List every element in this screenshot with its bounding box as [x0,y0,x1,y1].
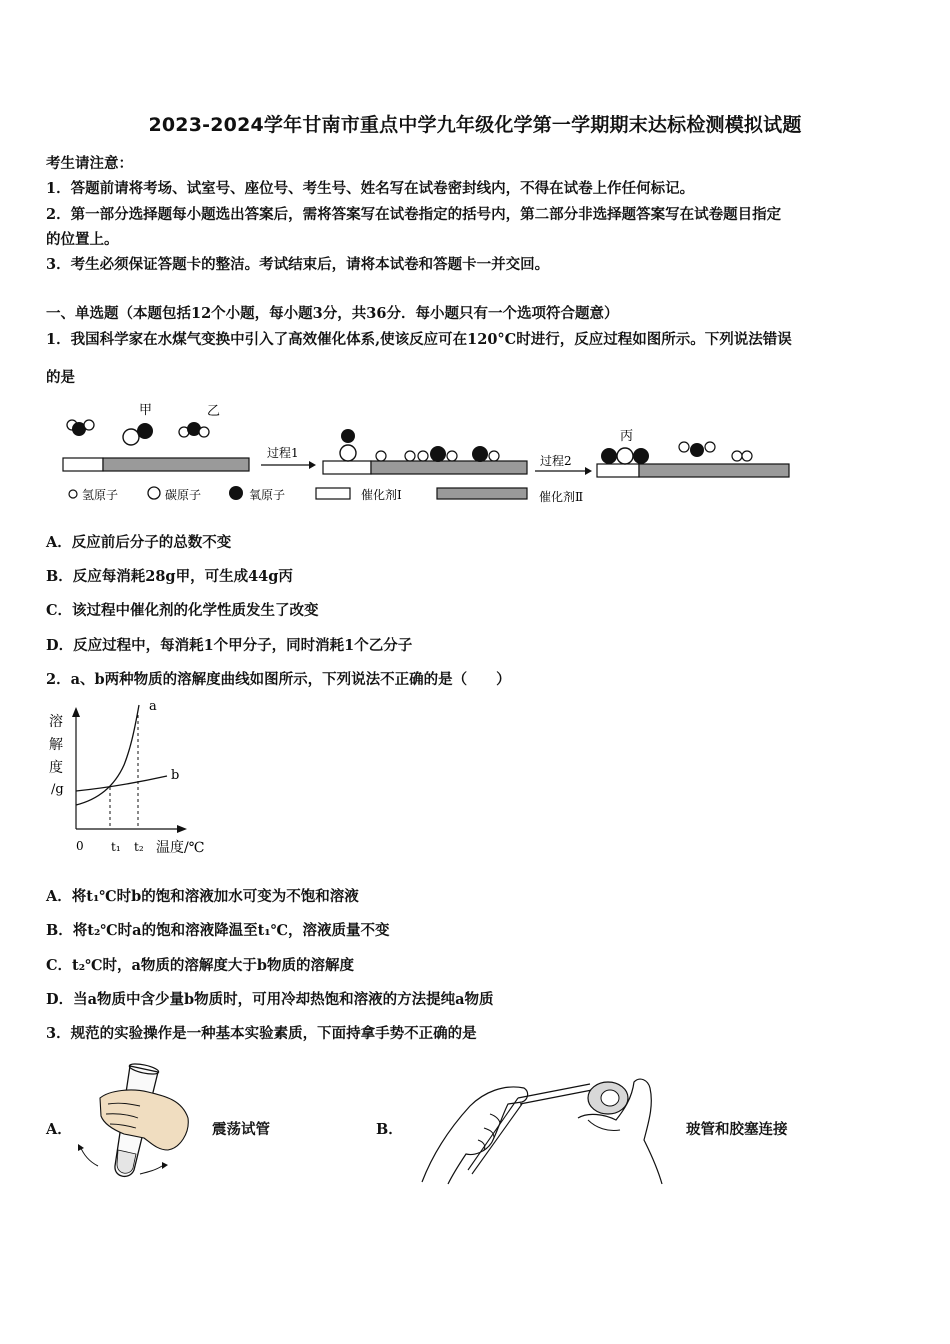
page-title: 2023-2024学年甘南市重点中学九年级化学第一学期期末达标检测模拟试题 [148,114,802,136]
reaction-diagram [55,395,815,515]
legend-cat1: 催化剂Ⅰ [361,488,402,502]
rubber-stopper-icon [588,1082,628,1114]
catalyst-2-block [103,458,249,471]
molecule-yi-h2o [179,422,209,437]
curve-b-label: b [171,768,180,783]
y-label-4: /g [51,782,64,797]
y-label-2: 解 [49,737,63,753]
notice-item-1: 1．答题前请将考场、试室号、座位号、考生号、姓名写在试卷密封线内，不得在试卷上作任何标记。 [46,180,695,197]
q1-option-d: D．反应过程中，每消耗1个甲分子，同时消耗1个乙分子 [46,637,413,654]
legend-o: 氧原子 [249,488,286,502]
label-process2: 过程2 [540,454,572,468]
curve-a-label: a [149,699,157,714]
q1-option-a: A．反应前后分子的总数不变 [46,534,232,551]
q3-option-b-letter: B． [376,1121,403,1138]
q3-option-a-caption: 震荡试管 [212,1121,270,1138]
q1-stem: 1．我国科学家在水煤气变换中引入了高效催化体系,使该反应可在120°C时进行，反应过程如图所示。下列说法错误 [46,331,792,348]
molecule-h2o [67,420,94,436]
notice-heading: 考生请注意： [46,155,133,172]
label-bing: 丙 [620,429,634,444]
notice-item-3: 3．考生必须保证答题卡的整洁。考试结束后，请将本试卷和答题卡一并交回。 [46,256,550,273]
legend-s: 碳原子 [165,488,202,502]
label-process1: 过程1 [267,446,299,460]
q2-option-c: C．t₂℃时，a物质的溶解度大于b物质的溶解度 [46,957,354,974]
tube-stopper-illustration [418,1058,668,1188]
q3-option-a-letter: A． [46,1121,72,1138]
solubility-chart [45,695,235,860]
q2-option-d: D．当a物质中含少量b物质时，可用冷却热饱和溶液的方法提纯a物质 [46,991,494,1008]
q3-option-b-caption: 玻管和胶塞连接 [686,1121,788,1138]
q1-option-c: C．该过程中催化剂的化学性质发生了改变 [46,602,319,619]
q2-option-b: B．将t₂℃时a的饱和溶液降温至t₁℃，溶液质量不变 [46,922,390,939]
catalyst-1-block [63,458,103,471]
q2-option-a: A．将t₁℃时b的饱和溶液加水可变为不饱和溶液 [46,888,359,905]
notice-item-2: 2．第一部分选择题每小题选出答案后，需将答案写在试卷指定的括号内，第二部分非选择题答案写在试卷题目指定 [46,206,782,223]
q3-stem: 3．规范的实验操作是一种基本实验素质，下面持拿手势不正确的是 [46,1025,477,1042]
label-yi: 乙 [207,404,221,419]
q1-option-b: B．反应每消耗28g甲，可生成44g丙 [46,568,293,585]
notice-item-2-cont: 的位置上。 [46,231,119,248]
test-tube-shaking-illustration [70,1058,205,1188]
y-label-3: 度 [49,760,63,776]
molecule-jia-co [123,423,153,445]
section-heading: 一、单选题（本题包括12个小题，每小题3分，共36分．每小题只有一个选项符合题意） [46,305,619,322]
q2-stem: 2．a、b两种物质的溶解度曲线如图所示，下列说法不正确的是（ ） [46,671,511,688]
q1-stem-cont: 的是 [46,369,75,386]
legend-h: 氢原子 [82,488,119,502]
curve-b [76,776,167,791]
y-label-1: 溶 [49,714,63,730]
t2-label: t₂ [134,840,144,854]
label-jia: 甲 [139,403,153,418]
t1-label: t₁ [111,840,121,854]
motion-arrow-left [80,1146,98,1166]
legend-cat2: 催化剂Ⅱ [539,490,584,504]
motion-arrow-right [140,1166,162,1174]
x-label: 温度/℃ [156,840,205,856]
origin-label: 0 [76,839,84,853]
hand-icon [100,1090,188,1150]
